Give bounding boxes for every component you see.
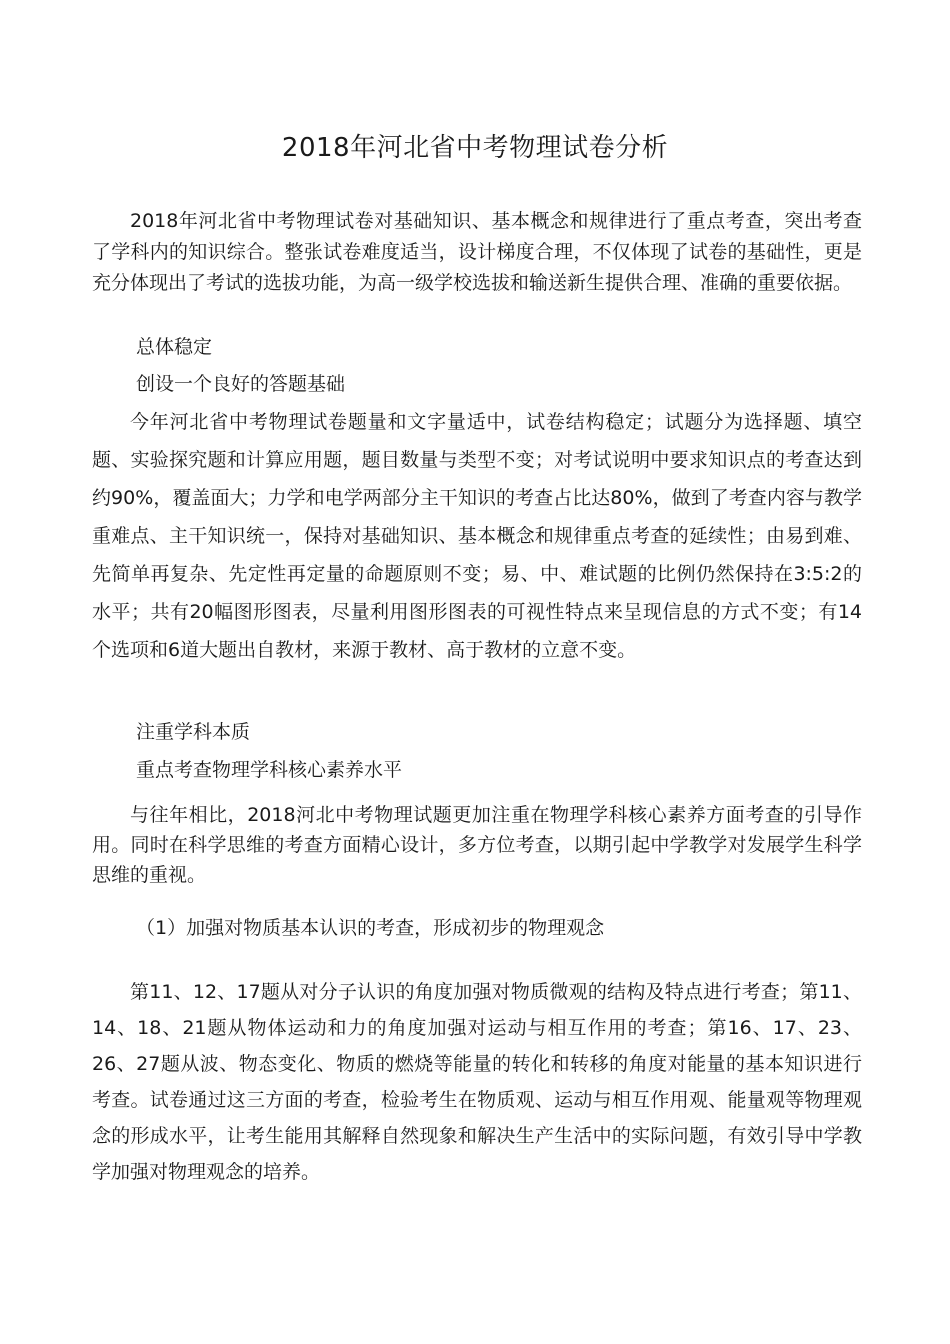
structure-paragraph: 今年河北省中考物理试卷题量和文字量适中，试卷结构稳定；试题分为选择题、填空题、实验探究题和计算应用题，题目数量与类型不变；对考试说明中要求知识点的考查达到约90%，覆盖面大；力学和电学两部分主干知识的考查占比达80%，做到了考查内容与教学重难点、主干知识统一，保持对基础知识、基本概念和规律重点考查的延续性；由易到难、先简单再复杂、先定性再定量的命题原则不变；易、中、难试题的比例仍然保持在3:5:2的水平；共有20幅图形图表，尽量利用图形图表的可视性特点来呈现信息的方式不变；有14个选项和6道大题出自教材，来源于教材、高于教材的立意不变。	[92, 411, 862, 661]
subheading-answering-basis: 创设一个良好的答题基础	[136, 373, 346, 395]
section-heading-discipline-essence: 注重学科本质	[136, 721, 251, 743]
document-title: 2018年河北省中考物理试卷分析	[281, 133, 669, 163]
physics-concepts-paragraph: 第11、12、17题从对分子认识的角度加强对物质微观的结构及特点进行考查；第11、14、18、21题从物体运动和力的角度加强对运动与相互作用的考查；第16、17、23、26、27题从波、物态变化、物质的燃烧等能量的转化和转移的角度对能量的基本知识进行考查。试卷通过这三方面的考查，检验考生在物质观、运动与相互作用观、能量观等物理观念的形成水平，让考生能用其解释自然现象和解决生产生活中的实际问题，有效引导中学教学加强对物理观念的培养。	[92, 981, 862, 1183]
intro-paragraph: 2018年河北省中考物理试卷对基础知识、基本概念和规律进行了重点考查，突出考查了学科内的知识综合。整张试卷难度适当，设计梯度合理，不仅体现了试卷的基础性，更是充分体现出了考试的选拔功能，为高一级学校选拔和输送新生提供合理、准确的重要依据。	[92, 210, 862, 294]
point-heading-physics-concepts: （1）加强对物质基本认识的考查，形成初步的物理观念	[136, 917, 605, 939]
core-literacy-paragraph: 与往年相比，2018河北中考物理试题更加注重在物理学科核心素养方面考查的引导作用。同时在科学思维的考查方面精心设计，多方位考查，以期引起中学教学对发展学生科学思维的重视。	[92, 804, 862, 886]
section-heading-stability: 总体稳定	[136, 336, 213, 358]
subheading-core-literacy: 重点考查物理学科核心素养水平	[136, 759, 403, 781]
